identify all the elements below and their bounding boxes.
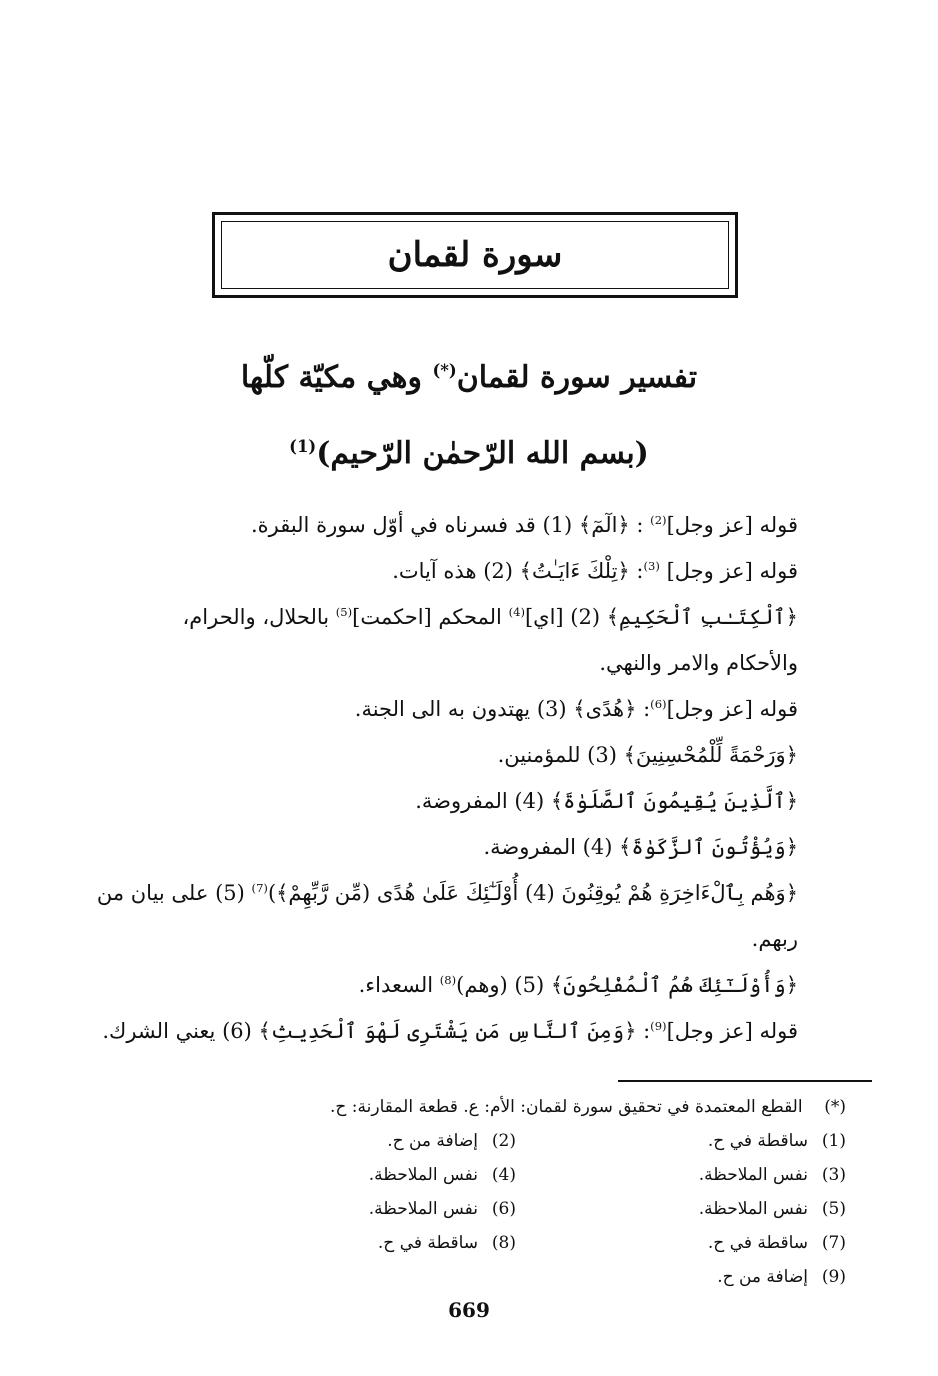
surah-title-frame <box>212 212 738 298</box>
text-line <box>96 870 798 916</box>
line-text: ﴿وَرَحْمَةً لِّلْمُحْسِنِينَ﴾ (3) للمؤمنين. <box>497 743 798 767</box>
footnote <box>516 1124 846 1158</box>
footnote-number: (8) <box>491 1233 516 1253</box>
footnote-number: (1) <box>821 1131 846 1151</box>
basmala-footnote-mark: (1) <box>289 437 317 456</box>
basmala <box>180 436 758 471</box>
heading-text: تفسير سورة لقمان <box>456 360 698 395</box>
line-text: والأحكام والامر والنهي. <box>599 651 798 675</box>
footnote-row <box>100 1124 846 1158</box>
footnote-number: (9) <box>821 1267 846 1287</box>
text-line <box>132 778 798 824</box>
line-text: : ﴿الٓمٓ﴾ (1) قد فسرناه في أوّل سورة البقرة. <box>250 513 651 537</box>
footnote-mark: (9) <box>650 1019 667 1033</box>
line-text: المحكم [احكمت] <box>352 605 509 629</box>
footnote-text: ساقطة في ح. <box>707 1131 808 1151</box>
line-text: قوله [عز وجل] <box>666 1019 798 1043</box>
line-text: ﴿ٱلْكِتَـٰبِ ٱلْحَكِيمِ﴾ (2) [اي] <box>524 605 798 629</box>
footnote-mark: (7) <box>251 881 268 895</box>
footnote-mark: (6) <box>650 697 667 711</box>
text-line <box>132 502 798 548</box>
footnote-text: نفس الملاحظة. <box>698 1199 808 1219</box>
footnote-row <box>100 1226 846 1260</box>
text-line <box>132 732 798 778</box>
heading-text-tail: وهي مكيّة كلّها <box>240 360 433 395</box>
footnote <box>186 1158 516 1192</box>
line-text: ﴿وَيُؤْتُونَ ٱلزَّكَوٰةَ﴾ (4) المفروضة. <box>483 835 798 859</box>
footnote-number: (5) <box>821 1199 846 1219</box>
footnotes <box>100 1090 846 1294</box>
text-line <box>102 1008 798 1054</box>
line-text: قوله [عز وجل] <box>659 559 798 583</box>
footnote-number: (*) <box>824 1097 846 1117</box>
footnote <box>186 1124 516 1158</box>
footnote-text: ساقطة في ح. <box>707 1233 808 1253</box>
text-line <box>132 640 798 686</box>
footnote-number: (6) <box>491 1199 516 1219</box>
footnote <box>516 1260 846 1294</box>
line-text: ربهم. <box>751 927 798 951</box>
line-text: ﴿وَأُوْلَـٰٓئِكَ هُمُ ٱلْمُفْلِحُونَ﴾ (5) (وهم) <box>456 973 798 997</box>
text-line <box>132 594 798 640</box>
footnote <box>516 1158 846 1192</box>
footnote-row <box>100 1158 846 1192</box>
text-line <box>132 824 798 870</box>
footnote-text: القطع المعتمدة في تحقيق سورة لقمان: الأم: ع. قطعة المقارنة: ح. <box>330 1097 803 1117</box>
footnote-number: (2) <box>491 1131 516 1151</box>
surah-title: سورة لقمان <box>387 235 563 275</box>
basmala-text: (بسم الله الرّحمٰن الرّحيم) <box>316 436 649 471</box>
footnote-number: (7) <box>821 1233 846 1253</box>
footnote-text: نفس الملاحظة. <box>368 1199 478 1219</box>
footnote-star <box>100 1090 846 1124</box>
page-number: 669 <box>448 1298 490 1322</box>
line-text: ﴿وَهُم بِٱلْءَاخِرَةِ هُمْ يُوقِنُونَ (4) أُوْلَـٰٓئِكَ عَلَىٰ هُدًى (مِّن رَّبِّهِمْ﴾) <box>267 881 798 905</box>
footnote <box>516 1192 846 1226</box>
line-text: قوله [عز وجل] <box>666 697 798 721</box>
footnote <box>516 1226 846 1260</box>
footnote-mark: (4) <box>508 605 525 619</box>
line-text: : ﴿تِلْكَ ءَايَـٰتُ﴾ (2) هذه آيات. <box>392 559 644 583</box>
text-line <box>132 962 798 1008</box>
footnote-text: إضافة من ح. <box>717 1267 808 1287</box>
footnote-row <box>100 1260 846 1294</box>
footnote-text: نفس الملاحظة. <box>698 1165 808 1185</box>
line-text: بالحلال، والحرام، <box>182 605 336 629</box>
line-text: : ﴿هُدًى﴾ (3) يهتدون به الى الجنة. <box>354 697 651 721</box>
footnote-text: ساقطة في ح. <box>377 1233 478 1253</box>
line-text: السعداء. <box>358 973 440 997</box>
footnote-mark: (2) <box>650 513 667 527</box>
footnote-text: نفس الملاحظة. <box>368 1165 478 1185</box>
commentary-body <box>96 502 798 1054</box>
line-text: قوله [عز وجل] <box>666 513 798 537</box>
line-text: : ﴿وَمِنَ ٱلنَّاسِ مَن يَشْتَرِى لَهْوَ ٱلْحَدِيثِ﴾ (6) يعني الشرك. <box>102 1019 651 1043</box>
footnote-mark: (8) <box>439 973 457 987</box>
footnote-number: (4) <box>491 1165 516 1185</box>
line-text: (5) على بيان من <box>96 881 252 905</box>
footnote-row <box>100 1192 846 1226</box>
footnote-mark: (3) <box>643 559 660 573</box>
text-line <box>132 686 798 732</box>
footnote <box>186 1192 516 1226</box>
text-line <box>132 548 798 594</box>
section-heading <box>180 360 758 395</box>
footnote <box>186 1226 516 1260</box>
heading-footnote-mark: (*) <box>432 361 457 380</box>
text-line <box>132 916 798 962</box>
footnote-number: (3) <box>821 1165 846 1185</box>
footnote-mark: (5) <box>335 605 353 619</box>
footnote-separator <box>618 1080 872 1082</box>
line-text: ﴿ٱلَّذِينَ يُقِيمُونَ ٱلصَّلَوٰةَ﴾ (4) المفروضة. <box>415 789 798 813</box>
footnote-text: إضافة من ح. <box>387 1131 478 1151</box>
footnote-grid <box>100 1124 846 1294</box>
